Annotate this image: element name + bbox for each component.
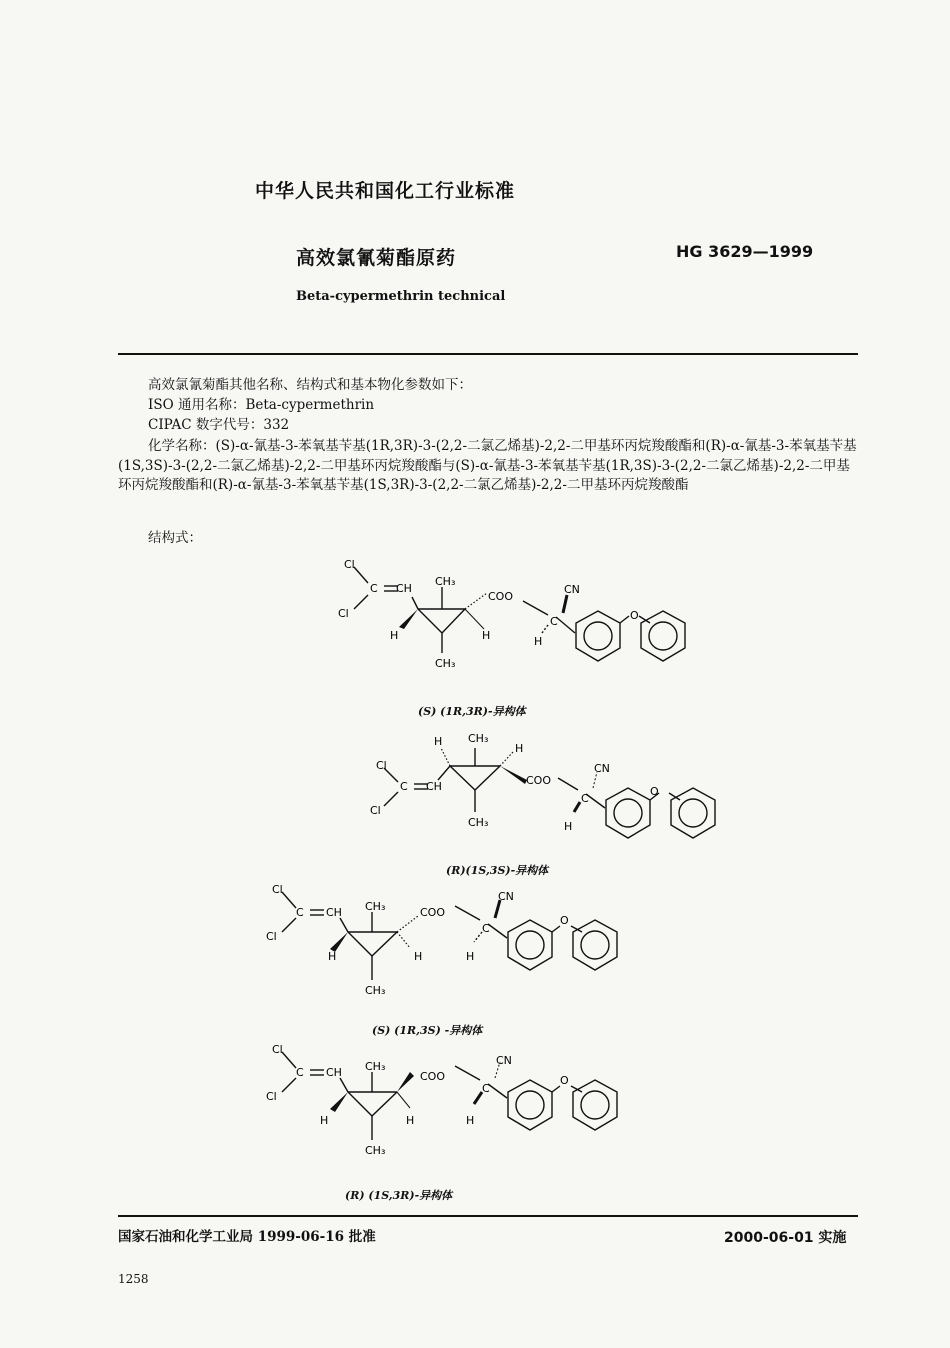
s2-ch3-top: CH₃ xyxy=(468,732,489,745)
structure-4-diagram xyxy=(260,1040,660,1175)
s1-cl-top: Cl xyxy=(344,558,355,571)
s2-coo: COO xyxy=(526,774,551,787)
s3-ch3-bottom: CH₃ xyxy=(365,984,386,997)
s3-coo: COO xyxy=(420,906,445,919)
s1-ch3-bottom: CH₃ xyxy=(435,657,456,670)
s2-cl-top: Cl xyxy=(376,759,387,772)
s1-coo: COO xyxy=(488,590,513,603)
s4-cn: CN xyxy=(496,1054,512,1067)
s1-ch: CH xyxy=(396,582,412,595)
s2-cl-bottom: Cl xyxy=(370,804,381,817)
s3-cl-top: Cl xyxy=(272,883,283,896)
cipac-line: CIPAC 数字代号：332 xyxy=(148,417,290,433)
s4-cl-bottom: Cl xyxy=(266,1090,277,1103)
s1-ch3-top: CH₃ xyxy=(435,575,456,588)
s2-o: O xyxy=(650,785,659,798)
page-number: 1258 xyxy=(118,1272,149,1286)
approval-line: 国家石油和化学工业局 1999-06-16 批准 xyxy=(118,1229,376,1245)
standard-type-heading: 中华人民共和国化工行业标准 xyxy=(255,180,516,202)
structure-3-diagram xyxy=(260,880,660,1015)
s1-c-alpha: C xyxy=(550,615,558,628)
s2-ch: CH xyxy=(426,780,442,793)
s4-h-left: H xyxy=(320,1114,329,1127)
s1-h-right: H xyxy=(482,629,491,642)
s3-h-right: H xyxy=(414,950,423,963)
structure-label: 结构式： xyxy=(148,530,202,546)
s1-cn: CN xyxy=(564,583,580,596)
s4-h-alpha: H xyxy=(466,1114,475,1127)
structure-2-diagram xyxy=(350,728,730,858)
intro-line: 高效氯氰菊酯其他名称、结构式和基本物化参数如下： xyxy=(148,377,472,393)
s3-ch3-top: CH₃ xyxy=(365,900,386,913)
s2-c: C xyxy=(400,780,408,793)
footer-rule xyxy=(118,1215,858,1217)
standard-code: HG 3629—1999 xyxy=(676,242,814,261)
s4-ch: CH xyxy=(326,1066,342,1079)
s4-ch3-top: CH₃ xyxy=(365,1060,386,1073)
s4-cl-top: Cl xyxy=(272,1043,283,1056)
s4-ch3-bottom: CH₃ xyxy=(365,1144,386,1157)
s2-h-alpha: H xyxy=(564,820,573,833)
s3-h-left: H xyxy=(328,950,337,963)
s4-coo: COO xyxy=(420,1070,445,1083)
s3-ch: CH xyxy=(326,906,342,919)
implementation-date: 2000-06-01 实施 xyxy=(724,1230,847,1246)
s3-c: C xyxy=(296,906,304,919)
s3-o: O xyxy=(560,914,569,927)
structure-1-diagram xyxy=(320,555,700,697)
s4-c-alpha: C xyxy=(482,1082,490,1095)
s2-cn: CN xyxy=(594,762,610,775)
s1-h-left: H xyxy=(390,629,399,642)
s1-h-alpha: H xyxy=(534,635,543,648)
s3-c-alpha: C xyxy=(482,922,490,935)
s4-h-right: H xyxy=(406,1114,415,1127)
s3-h-alpha: H xyxy=(466,950,475,963)
s3-cn: CN xyxy=(498,890,514,903)
s2-h-left: H xyxy=(434,735,443,748)
s4-c: C xyxy=(296,1066,304,1079)
s2-c-alpha: C xyxy=(581,792,589,805)
s1-cl-bottom: Cl xyxy=(338,607,349,620)
s3-cl-bottom: Cl xyxy=(266,930,277,943)
s2-h-right: H xyxy=(515,742,524,755)
structure-3-caption: (S) (1R,3S) -异构体 xyxy=(372,1024,483,1037)
document-title: 高效氯氰菊酯原药 xyxy=(296,247,457,269)
structure-1-caption: (S) (1R,3R)-异构体 xyxy=(418,705,526,718)
chemical-name-paragraph: 化学名称：(S)-α-氰基-3-苯氧基苄基(1R,3R)-3-(2,2-二氯乙烯基)-2,2-二甲基环丙烷羧酸酯和(R)-α-氰基-3-苯氧基苄基(1S,3S)-3-(2,2-二氯乙烯基)-2,2-二甲基环丙烷羧酸酯与(S)-α-氰基-3-苯氧基苄基(1R,3S)-3-(2,2-二氯乙烯基)-2,2-二甲基环丙烷羧酸酯和(R)-α-氰基-3-苯氧基苄基(1S,3R)-3-(2,2-二氯乙烯基)-2,2-二甲基环丙烷羧酸酯 xyxy=(118,438,857,493)
header-rule xyxy=(118,353,858,355)
structure-2-caption: (R)(1S,3S)-异构体 xyxy=(446,864,549,877)
structure-4-caption: (R) (1S,3R)-异构体 xyxy=(345,1189,453,1202)
s4-o: O xyxy=(560,1074,569,1087)
s2-ch3-bottom: CH₃ xyxy=(468,816,489,829)
s1-c: C xyxy=(370,582,378,595)
s1-o: O xyxy=(630,609,639,622)
english-title: Beta-cypermethrin technical xyxy=(296,289,506,304)
iso-name-line: ISO 通用名称：Beta-cypermethrin xyxy=(148,397,375,413)
